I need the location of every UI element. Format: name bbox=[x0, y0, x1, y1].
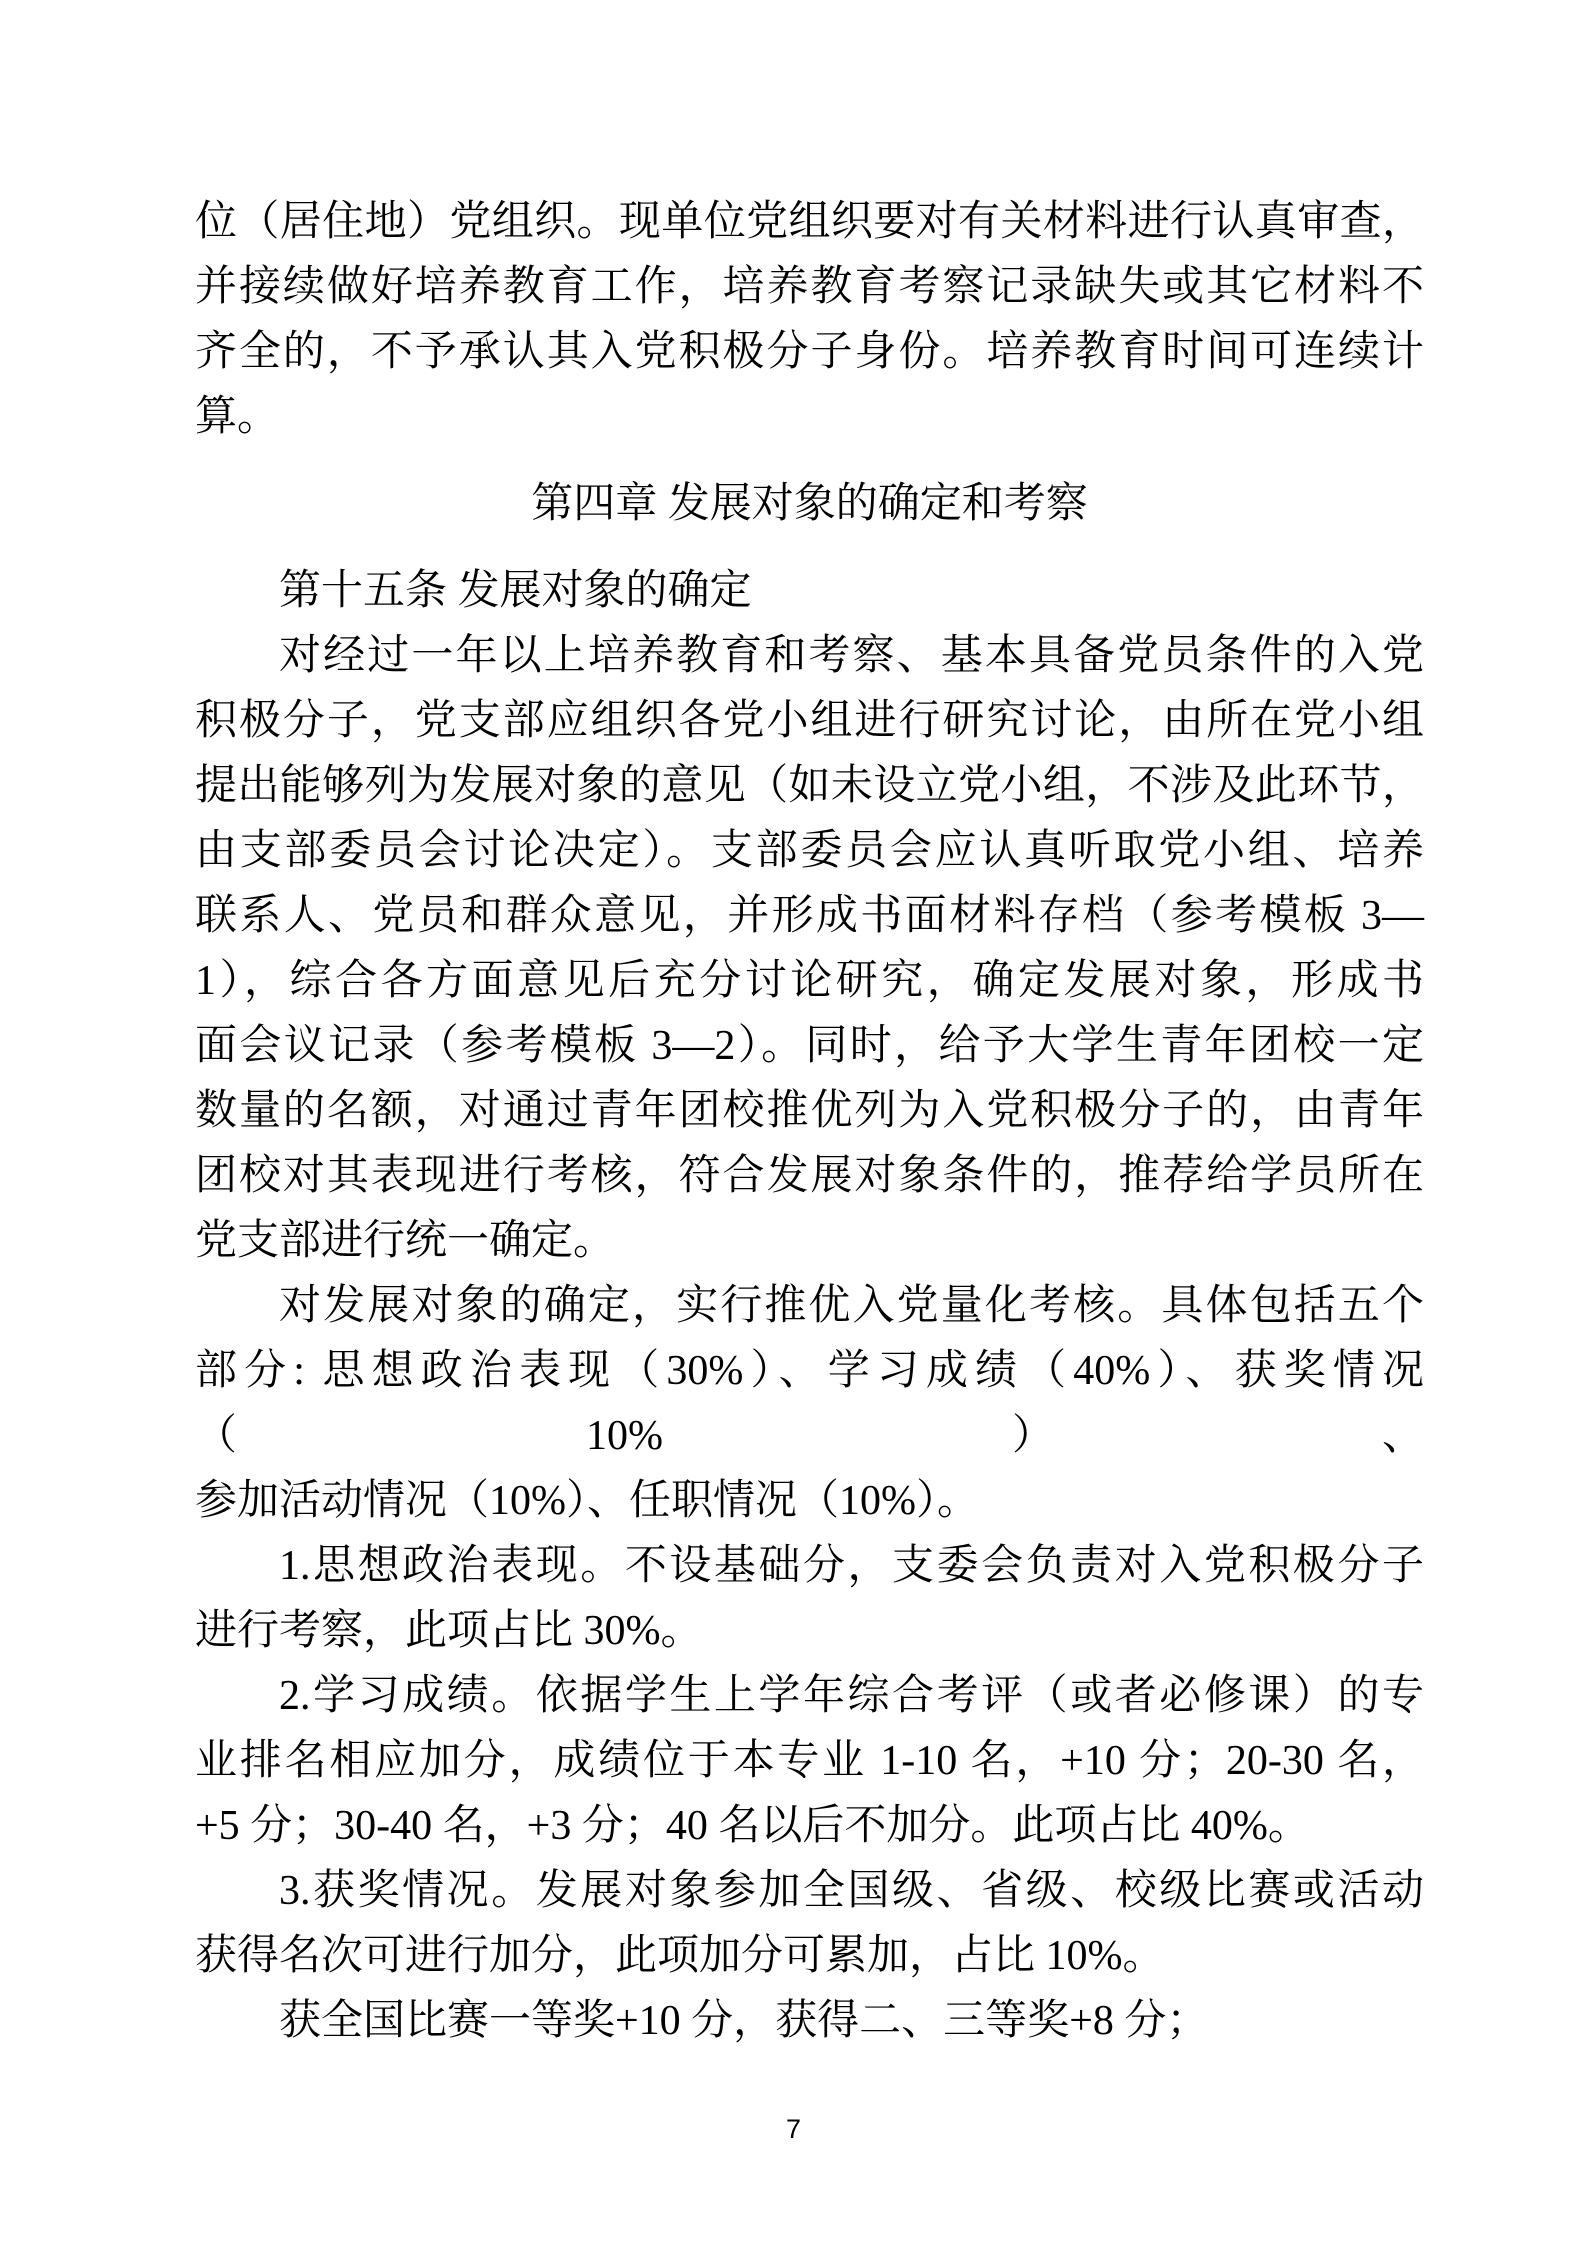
body-paragraph bbox=[195, 1859, 1424, 1989]
paragraph-line: 党支部进行统一确定。 bbox=[195, 1218, 616, 1264]
body-paragraph bbox=[195, 190, 1424, 450]
body-paragraph bbox=[195, 1664, 1424, 1859]
paragraph-line: 获全国比赛一等奖+10 分，获得二、三等奖+8 分； bbox=[279, 1998, 1209, 2044]
paragraph-line: 并接续做好培养教育工作，培养教育考察记录缺失或其它材料不 bbox=[195, 264, 1424, 310]
paragraph-line: 积极分子，党支部应组织各党小组进行研究讨论，由所在党小组 bbox=[195, 698, 1424, 744]
body-paragraph bbox=[195, 1534, 1424, 1664]
body-paragraph bbox=[195, 1989, 1424, 2054]
paragraph-line: 2.学习成绩。依据学生上学年综合考评（或者必修课）的专 bbox=[279, 1673, 1424, 1719]
paragraph-line: 1），综合各方面意见后充分讨论研究，确定发展对象，形成书 bbox=[195, 958, 1424, 1004]
paragraph-line: 联系人、党员和群众意见，并形成书面材料存档（参考模板 3— bbox=[195, 893, 1424, 939]
paragraph-line: +5 分；30-40 名，+3 分；40 名以后不加分。此项占比 40%。 bbox=[195, 1803, 1310, 1849]
body-paragraph bbox=[195, 624, 1424, 1274]
paragraph-line: 获得名次可进行加分，此项加分可累加，占比 10%。 bbox=[195, 1933, 1165, 1979]
chapter-heading: 第四章 发展对象的确定和考察 bbox=[531, 481, 1088, 527]
paragraph-line: 1.思想政治表现。不设基础分，支委会负责对入党积极分子 bbox=[279, 1543, 1424, 1589]
body-paragraph bbox=[195, 1274, 1424, 1534]
paragraph-line: 部分: 思想政治表现（30%）、学习成绩（40%）、获奖情况（10%）、 bbox=[195, 1348, 1424, 1459]
paragraph-line: 对发展对象的确定，实行推优入党量化考核。具体包括五个 bbox=[279, 1283, 1424, 1329]
paragraph-line: 位（居住地）党组织。现单位党组织要对有关材料进行认真审查， bbox=[195, 199, 1424, 245]
paragraph-line: 数量的名额，对通过青年团校推优列为入党积极分子的，由青年 bbox=[195, 1088, 1424, 1134]
paragraph-line: 进行考察，此项占比 30%。 bbox=[195, 1608, 703, 1654]
paragraph-line: 由支部委员会讨论决定）。支部委员会应认真听取党小组、培养 bbox=[195, 828, 1424, 874]
paragraph-line: 提出能够列为发展对象的意见（如未设立党小组，不涉及此环节， bbox=[195, 763, 1424, 809]
paragraph-line: 参加活动情况（10%）、任职情况（10%）。 bbox=[195, 1478, 979, 1524]
paragraph-line: 面会议记录（参考模板 3—2）。同时，给予大学生青年团校一定 bbox=[195, 1023, 1424, 1069]
paragraph-line: 对经过一年以上培养教育和考察、基本具备党员条件的入党 bbox=[279, 633, 1424, 679]
paragraph-line: 齐全的，不予承认其入党积极分子身份。培养教育时间可连续计 bbox=[195, 329, 1424, 375]
paragraph-line: 3.获奖情况。发展对象参加全国级、省级、校级比赛或活动 bbox=[279, 1868, 1424, 1914]
paragraph-line: 算。 bbox=[195, 394, 280, 440]
paragraph-line: 团校对其表现进行考核，符合发展对象条件的，推荐给学员所在 bbox=[195, 1153, 1424, 1199]
paragraph-line: 业排名相应加分，成绩位于本专业 1-10 名，+10 分；20-30 名， bbox=[195, 1738, 1424, 1784]
page-number: 7 bbox=[785, 2114, 802, 2144]
article-heading: 第十五条 发展对象的确定 bbox=[279, 568, 752, 614]
